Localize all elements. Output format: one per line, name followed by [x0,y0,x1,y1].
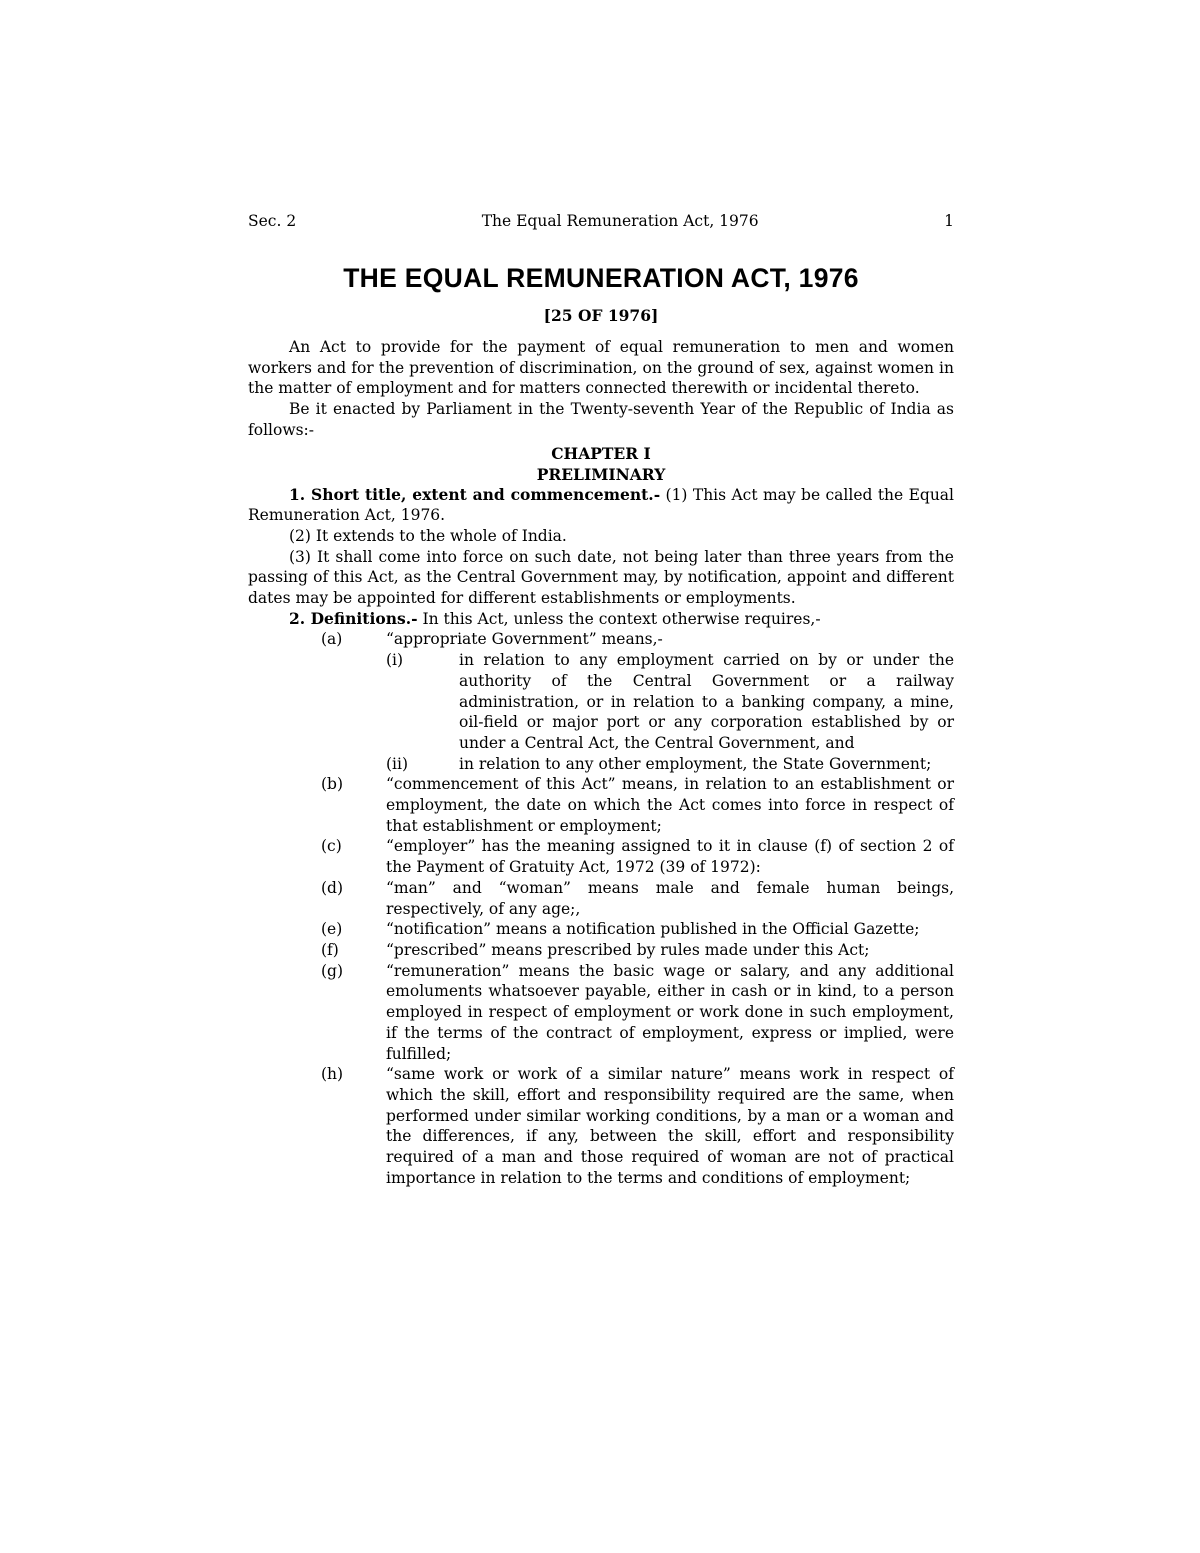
definition-g [248,961,954,1065]
definition-text: “same work or work of a similar nature” means work in respect of which the skill, effort and responsibility required are the same, when performed under similar working conditions, by a man or a woman and the differences, if any, between the skill, effort and responsibility required of a man and those required of woman are not of practical importance in relation to the terms and conditions of employment; [386,1065,954,1187]
definition-label: (b) [321,775,344,794]
section-2-intro [248,609,954,630]
enactment-clause: Be it enacted by Parliament in the Twenty-seventh Year of the Republic of India as follows:- [248,400,954,439]
subclause-label: (i) [386,651,404,670]
definition-label: (e) [321,920,343,939]
header-page-number: 1 [944,212,954,230]
running-header [248,211,954,231]
subclause-text: in relation to any other employment, the State Government; [459,754,932,773]
document-page [248,211,954,1188]
chapter-name: PRELIMINARY [536,464,666,484]
definition-d [248,878,954,919]
section-1-clause-1-text: (1) This Act may be called the Equal Remuneration Act, 1976. [248,485,954,525]
definition-label: (c) [321,837,342,856]
definition-f [248,940,954,961]
definition-text: “man” and “woman” means male and female human beings, respectively, of any age;, [386,878,954,918]
definition-b [248,774,954,836]
header-section: Sec. 2 [248,212,297,230]
subclause-label: (ii) [386,754,409,773]
definition-e [248,919,954,940]
definition-text: “notification” means a notification published in the Official Gazette; [386,920,920,939]
definition-label: (f) [321,940,339,959]
definition-a [248,629,954,650]
section-1-heading: 1. Short title, extent and commencement.- [289,484,661,504]
definition-label: (g) [321,961,344,980]
section-2-heading: 2. Definitions.- [289,608,418,628]
definition-label: (h) [321,1065,344,1084]
section-1-clause-1 [248,485,954,526]
definition-label: (d) [321,878,344,897]
definition-text: “appropriate Government” means,- [386,630,663,649]
subclause-text: in relation to any employment carried on by or under the authority of the Central Government or a railway administration, or in relation to a banking company, a mine, oil-field or major port or any corporation established by or under a Central Act, the Central Government, and [459,651,954,752]
act-title: THE EQUAL REMUNERATION ACT, 1976 [343,263,859,293]
act-number: [25 OF 1976] [543,306,659,325]
definition-h [248,1064,954,1188]
section-2-intro-text: In this Act, unless the context otherwise requires,- [417,609,821,628]
definition-text: “commencement of this Act” means, in relation to an establishment or employment, the date on which the Act comes into force in respect of that establishment or employment; [386,775,954,835]
definition-a-ii [248,754,954,775]
definition-text: “prescribed” means prescribed by rules made under this Act; [386,940,870,959]
definition-label: (a) [321,630,343,649]
definition-c [248,836,954,877]
section-1-clause-3: (3) It shall come into force on such date, not being later than three years from the passing of this Act, as the Central Government may, by notification, appoint and different dates may be appointed for different establishments or employments. [248,547,954,608]
definition-text: “remuneration” means the basic wage or salary, and any additional emoluments whatsoever payable, either in cash or in kind, to a person employed in respect of employment or work done in such employment, if the terms of the contract of employment, express or implied, were fulfilled; [386,961,954,1063]
chapter-number: CHAPTER I [551,443,651,463]
section-1-clause-2: (2) It extends to the whole of India. [289,526,567,545]
definition-text: “employer” has the meaning assigned to it in clause (f) of section 2 of the Payment of Gratuity Act, 1972 (39 of 1972): [386,837,954,877]
definition-a-i [248,650,954,754]
header-title: The Equal Remuneration Act, 1976 [481,212,759,230]
preamble: An Act to provide for the payment of equal remuneration to men and women workers and for the prevention of discrimination, on the ground of sex, against women in the matter of employment and for matters connected therewith or incidental thereto. [248,338,954,398]
